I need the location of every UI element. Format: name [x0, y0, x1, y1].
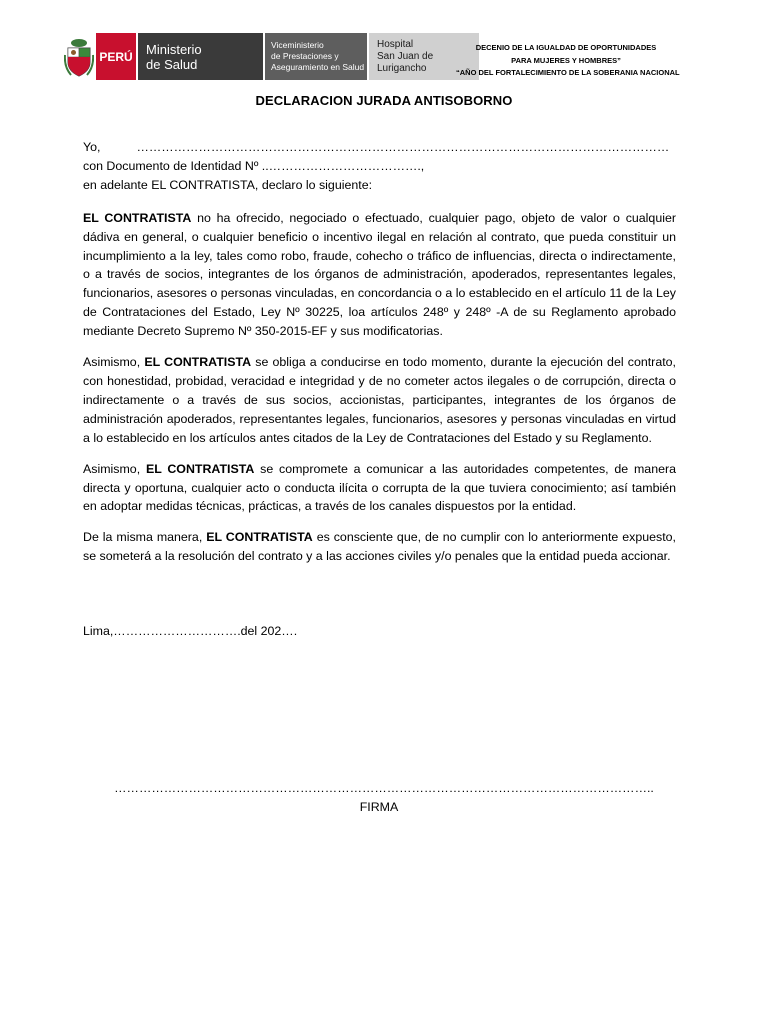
signature-line: …………………………………………………………………………………………………………………..	[114, 781, 654, 795]
signature-label: FIRMA	[359, 800, 399, 814]
document-body	[83, 138, 676, 578]
contractor-term: EL CONTRATISTA	[144, 355, 252, 370]
place-date-line: Lima,………………………….del 202….	[83, 624, 298, 638]
declarant-paragraph	[83, 138, 676, 195]
vice-line-3: Aseguramiento en Salud	[271, 62, 365, 72]
vice-ministry-label	[265, 33, 367, 80]
ministry-label	[138, 33, 263, 80]
document-title: DECLARACION JURADA ANTISOBORNO	[255, 93, 513, 108]
decade-line-2: PARA MUJERES Y HOMBRES”	[511, 55, 621, 65]
id-text: con Documento de Identidad Nº ..……………………………….,	[83, 158, 425, 173]
paragraph-1	[83, 209, 676, 341]
contractor-term: EL CONTRATISTA	[145, 461, 255, 476]
intro-word: Yo,	[83, 140, 101, 154]
paragraph-4-lead: De la misma manera,	[83, 530, 207, 545]
paragraph-2-lead: Asimismo,	[83, 355, 145, 370]
national-coat-of-arms-icon	[62, 33, 96, 80]
decade-motto	[456, 42, 680, 80]
paragraph-3-text: se compromete a comunicar a las autoridades competentes, de manera directa y oportuna, cualquier acto o conducta ilícita o corrupta de la que tuviera conocimiento; así también en adoptar medidas técnicas, prácticas, a través de los canales dispuestos por la entidad.	[83, 461, 676, 514]
peru-label: PERÚ	[96, 33, 136, 80]
year-name: “AÑO DEL FORTALECIMIENTO DE LA SOBERANIA NACIONAL	[456, 68, 680, 77]
paragraph-3-lead: Asimismo,	[83, 461, 146, 476]
paragraph-2	[83, 353, 676, 448]
paragraph-2-text: se obliga a conducirse en todo momento, durante la ejecución del contrato, con honestidad, probidad, veracidad e integridad y de no cometer actos ilegales o de corrupción, directa o indirectamente o a través de sus socios, accionistas, participantes, integrantes de los órganos de administración apoderados, representantes legales, funcionarios, asesores y personas vinculadas en virtud a lo establecido en los artículos antes citados de la Ley de Contrataciones del Estado y su Reglamento.	[83, 355, 676, 445]
declarant-line-2: en adelante EL CONTRATISTA, declaro lo siguiente:	[83, 177, 373, 192]
contractor-term: EL CONTRATISTA	[83, 210, 192, 225]
paragraph-3	[83, 460, 676, 517]
ministry-line-1: Ministerio	[146, 41, 202, 57]
institution-banner	[62, 33, 479, 80]
vice-line-2: de Prestaciones y	[271, 51, 339, 61]
hospital-line-1: Hospital	[377, 38, 414, 50]
paragraph-4	[83, 528, 676, 566]
hospital-line-2: San Juan de Lurigancho	[377, 50, 434, 74]
ministry-line-2: de Salud	[146, 56, 198, 72]
vice-line-1: Viceministerio	[271, 40, 324, 50]
decade-line-1: DECENIO DE LA IGUALDAD DE OPORTUNIDADES	[475, 43, 657, 52]
name-blank: …………………………………………………………………………………………………………………	[136, 140, 670, 154]
paragraph-4-text: es consciente que, de no cumplir con lo anteriormente expuesto, se someterá a la resolución del contrato y a las acciones civiles y/o penales que la entidad pueda accionar.	[83, 530, 676, 564]
paragraph-1-text: no ha ofrecido, negociado o efectuado, cualquier pago, objeto de valor o cualquier dádiva en general, o cualquier beneficio o incentivo ilegal en relación al contrato, que pueda constituir un incumplimiento a la ley, tales como robo, fraude, cohecho o tráfico de influencias, directa o indirectamente, o a través de socios, integrantes de los órganos de administración, apoderados, representantes legales, funcionarios, asesores o personas vinculadas, en concordancia o a lo establecido en el artículo 11 de la Ley de Contrataciones del Estado, Ley Nº 30225, loa artículos 248º y 248º -A de su Reglamento aprobado mediante Decreto Supremo Nº 350-2015-EF y sus modificatorias.	[83, 210, 676, 339]
contractor-term: EL CONTRATISTA	[206, 530, 313, 545]
